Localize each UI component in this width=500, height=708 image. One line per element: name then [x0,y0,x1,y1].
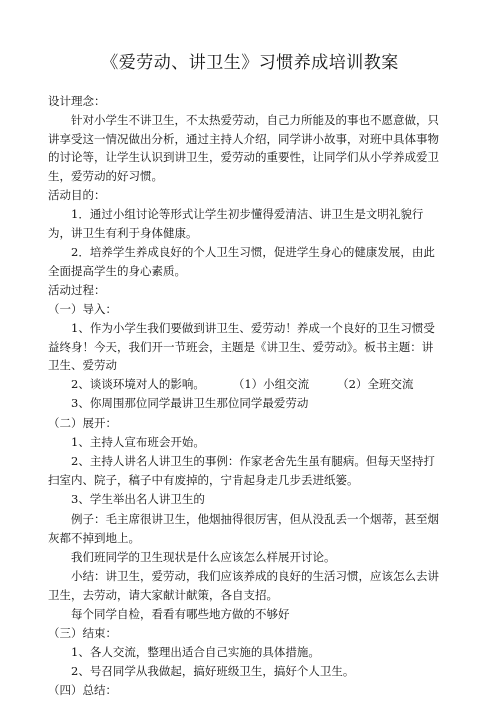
goal-item-2: 2．培养学生养成良好的个人卫生习惯，促进学生身心的健康发展，由此全面提高学生的身心素质。 [48,245,435,278]
section-1-item-1: 1、作为小学生我们要做到讲卫生、爱劳动！养成一个良好的卫生习惯受益终身！今天，我们开一节班会，主题是《讲卫生、爱劳动》。板书主题：讲卫生、爱劳动 [48,321,435,372]
design-label: 设计理念： [48,94,106,108]
section-1-label: （一）导入： [48,302,117,316]
section-3-label: （三）结束： [48,626,117,640]
section-3-item-2: 2、号召同学从我做起，搞好班级卫生，搞好个人卫生。 [71,664,355,678]
section-2-check: 每个同学自检，看看有哪些地方做的不够好 [71,607,290,621]
document-title: 《爱劳动、讲卫生》习惯养成培训教案 [101,53,399,73]
section-2-label: （二）展开： [48,416,117,430]
section-2-summary: 小结：讲卫生，爱劳动，我们应该养成的良好的生活习惯，应该怎么去讲卫生，去劳动，请大家献计献策，各自支招。 [48,569,439,602]
section-1-item-2-a: （1）小组交流 [232,377,310,391]
section-3-item-1: 1、各人交流，整理出适合自己实施的具体措施。 [71,645,320,659]
section-2-item-3: 3、学生举出名人讲卫生的 [71,492,205,506]
section-1-item-2-text: 2、谈谈环境对人的影响。 [71,377,205,391]
section-2-example: 例子：毛主席很讲卫生，他烟抽得很厉害，但从没乱丢一个烟蒂，甚至烟灰都不掉到地上。 [48,512,439,545]
process-label: 活动过程： [48,283,106,297]
section-4-label: （四）总结： [48,683,117,697]
goal-label: 活动目的： [48,188,106,202]
section-1-item-2-b: （2）全班交流 [337,377,414,391]
section-2-item-1: 1、主持人宣布班会开始。 [71,435,205,449]
section-2-item-2: 2、主持人讲名人讲卫生的事例：作家老舍先生虽有腿病。但每天坚持打扫室内、院子，稿子中有废掉的，宁肯起身走几步丢进纸篓。 [48,454,435,487]
section-2-discuss: 我们班同学的卫生现状是什么应该怎么样展开讨论。 [71,550,336,564]
design-text: 针对小学生不讲卫生，不太热爱劳动，自己力所能及的事也不愿意做，只讲享受这一情况做出分析，通过主持人介绍，同学讲小故事，对班中具体事物的讨论等，让学生认识到讲卫生，爱劳动的重要性，让同学们从小学养成爱卫生，爱劳动的好习惯。 [48,113,439,183]
goal-item-1: 1．通过小组讨论等形式让学生初步懂得爱清洁、讲卫生是文明礼貌行为，讲卫生有利于身体健康。 [48,207,424,240]
section-1-item-2 [48,375,440,394]
section-1-item-3: 3、你周围那位同学最讲卫生那位同学最爱劳动 [71,396,309,410]
